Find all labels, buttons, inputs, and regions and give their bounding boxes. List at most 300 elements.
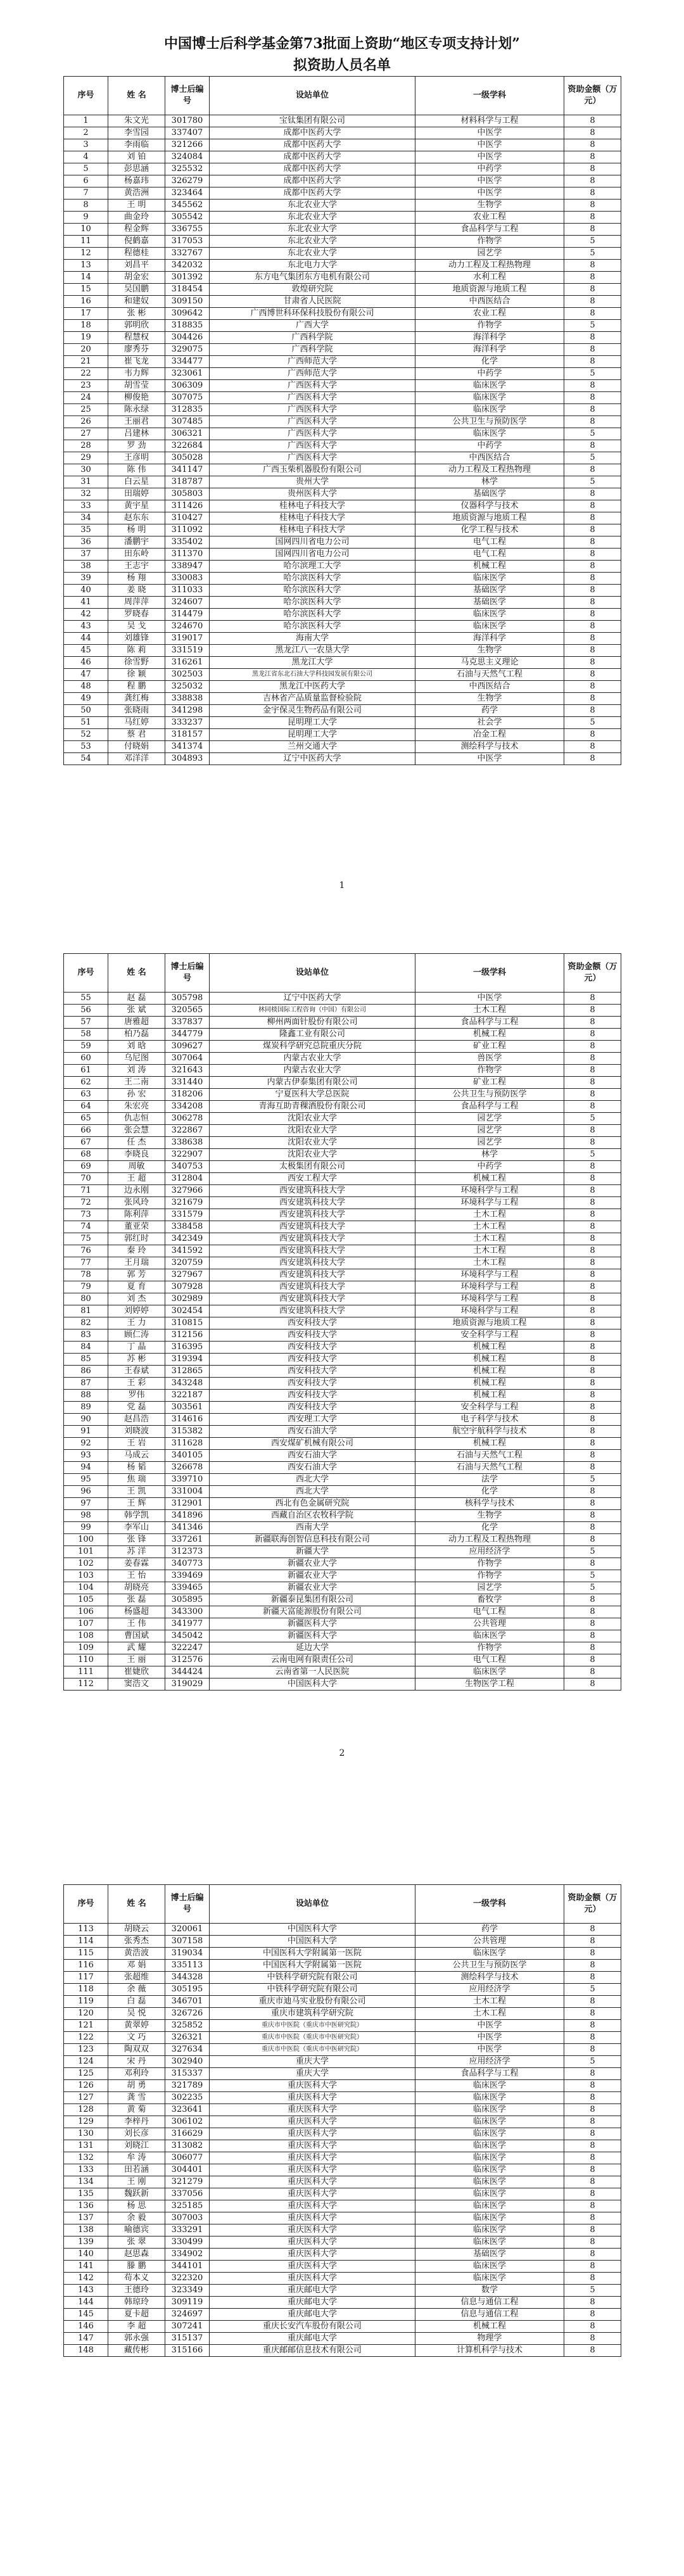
cell-index: 11 xyxy=(64,236,108,248)
cell-postdoc-id: 341896 xyxy=(165,1510,210,1522)
cell-index: 22 xyxy=(64,368,108,380)
table-row xyxy=(64,1678,621,1691)
cell-amount: 8 xyxy=(564,1534,621,1546)
cell-postdoc-id: 340753 xyxy=(165,1161,210,1173)
cell-index: 41 xyxy=(64,597,108,609)
cell-index: 61 xyxy=(64,1065,108,1077)
cell-index: 127 xyxy=(64,2092,108,2104)
cell-amount: 8 xyxy=(564,308,621,320)
cell-postdoc-id: 341298 xyxy=(165,705,210,717)
cell-host-unit: 重庆邮电大学 xyxy=(210,2309,415,2321)
cell-postdoc-id: 305803 xyxy=(165,488,210,500)
cell-index: 105 xyxy=(64,1594,108,1606)
cell-postdoc-id: 339710 xyxy=(165,1474,210,1486)
table-row xyxy=(64,1642,621,1654)
table-row xyxy=(64,705,621,717)
cell-postdoc-id: 320759 xyxy=(165,1257,210,1269)
cell-name: 宋 丹 xyxy=(108,2056,165,2068)
cell-postdoc-id: 316395 xyxy=(165,1342,210,1354)
cell-discipline: 法学 xyxy=(415,1474,564,1486)
cell-postdoc-id: 311092 xyxy=(165,524,210,536)
cell-index: 119 xyxy=(64,1996,108,2008)
cell-host-unit: 辽宁中医药大学 xyxy=(210,993,415,1005)
table-row xyxy=(64,224,621,236)
table-row xyxy=(64,296,621,308)
cell-postdoc-id: 309150 xyxy=(165,296,210,308)
cell-index: 94 xyxy=(64,1462,108,1474)
cell-host-unit: 重庆市迪马实业股份有限公司 xyxy=(210,1996,415,2008)
cell-postdoc-id: 322684 xyxy=(165,440,210,452)
cell-host-unit: 国网四川省电力公司 xyxy=(210,549,415,561)
cell-postdoc-id: 337837 xyxy=(165,1017,210,1029)
cell-discipline: 动力工程及工程热物理 xyxy=(415,260,564,272)
cell-postdoc-id: 322187 xyxy=(165,1390,210,1402)
cell-discipline: 林学 xyxy=(415,1149,564,1161)
cell-name: 徐雪野 xyxy=(108,657,165,669)
cell-host-unit: 新疆农业大学 xyxy=(210,1558,415,1570)
cell-index: 2 xyxy=(64,127,108,139)
cell-amount: 8 xyxy=(564,212,621,224)
table-row xyxy=(64,1558,621,1570)
cell-postdoc-id: 315337 xyxy=(165,2068,210,2080)
cell-name: 黄宇星 xyxy=(108,500,165,512)
cell-index: 24 xyxy=(64,392,108,404)
cell-host-unit: 西安科技大学 xyxy=(210,1390,415,1402)
cell-discipline: 畜牧学 xyxy=(415,1594,564,1606)
cell-host-unit: 重庆市中医院（重庆市中医研究院） xyxy=(210,2044,415,2056)
cell-discipline: 动力工程及工程热物理 xyxy=(415,464,564,476)
cell-discipline: 矿业工程 xyxy=(415,1041,564,1053)
cell-name: 田若涵 xyxy=(108,2164,165,2176)
cell-host-unit: 重庆医科大学 xyxy=(210,2188,415,2200)
cell-discipline: 中医学 xyxy=(415,175,564,187)
table-row xyxy=(64,2092,621,2104)
table-row xyxy=(64,320,621,332)
table-row xyxy=(64,1233,621,1245)
cell-postdoc-id: 312901 xyxy=(165,1498,210,1510)
cell-amount: 8 xyxy=(564,1245,621,1257)
cell-discipline: 应用经济学 xyxy=(415,1546,564,1558)
table-row xyxy=(64,1948,621,1960)
cell-host-unit: 西安科技大学 xyxy=(210,1317,415,1329)
cell-host-unit: 昆明理工大学 xyxy=(210,717,415,729)
table-row xyxy=(64,1149,621,1161)
cell-discipline: 临床医学 xyxy=(415,2200,564,2212)
cell-discipline: 中医学 xyxy=(415,2044,564,2056)
cell-index: 26 xyxy=(64,416,108,428)
cell-amount: 8 xyxy=(564,1510,621,1522)
cell-index: 35 xyxy=(64,524,108,536)
cell-amount: 8 xyxy=(564,272,621,284)
table-row xyxy=(64,1221,621,1233)
cell-index: 131 xyxy=(64,2140,108,2152)
cell-discipline: 作物学 xyxy=(415,1570,564,1582)
cell-postdoc-id: 326279 xyxy=(165,175,210,187)
cell-name: 马红婷 xyxy=(108,717,165,729)
cell-host-unit: 中国医科大学 xyxy=(210,1678,415,1691)
table-row xyxy=(64,2116,621,2128)
cell-name: 王 辉 xyxy=(108,1498,165,1510)
table-row xyxy=(64,127,621,139)
cell-host-unit: 海南大学 xyxy=(210,633,415,645)
cell-host-unit: 广西玉柴机器股份有限公司 xyxy=(210,464,415,476)
cell-amount: 8 xyxy=(564,1017,621,1029)
table-row xyxy=(64,2345,621,2357)
cell-host-unit: 西北大学 xyxy=(210,1486,415,1498)
cell-host-unit: 中国医科大学附属第一医院 xyxy=(210,1960,415,1972)
cell-discipline: 生物医学工程 xyxy=(415,1678,564,1691)
cell-host-unit: 西安建筑科技大学 xyxy=(210,1197,415,1209)
cell-name: 张风玲 xyxy=(108,1197,165,1209)
cell-amount: 8 xyxy=(564,1221,621,1233)
cell-amount: 8 xyxy=(564,1317,621,1329)
table-row xyxy=(64,729,621,741)
cell-host-unit: 重庆医科大学 xyxy=(210,2164,415,2176)
cell-name: 龚 雪 xyxy=(108,2092,165,2104)
roster-table-page-3 xyxy=(63,1884,621,2357)
cell-name: 吴 悦 xyxy=(108,2008,165,2020)
cell-discipline: 临床医学 xyxy=(415,2128,564,2140)
table-row xyxy=(64,500,621,512)
cell-name: 苟本义 xyxy=(108,2273,165,2285)
cell-postdoc-id: 327966 xyxy=(165,1185,210,1197)
cell-discipline: 临床医学 xyxy=(415,2092,564,2104)
table-row xyxy=(64,2237,621,2249)
cell-amount: 8 xyxy=(564,1678,621,1691)
cell-postdoc-id: 326678 xyxy=(165,1462,210,1474)
cell-amount: 5 xyxy=(564,248,621,260)
cell-name: 黄浩洲 xyxy=(108,187,165,200)
cell-host-unit: 宝钛集团有限公司 xyxy=(210,115,415,127)
cell-index: 36 xyxy=(64,536,108,549)
cell-name: 苏 洋 xyxy=(108,1546,165,1558)
cell-index: 100 xyxy=(64,1534,108,1546)
cell-discipline: 机械工程 xyxy=(415,1390,564,1402)
header-discipline: 一级学科 xyxy=(415,1885,564,1924)
cell-name: 牟 涛 xyxy=(108,2152,165,2164)
cell-postdoc-id: 338458 xyxy=(165,1221,210,1233)
cell-discipline: 计算机科学与技术 xyxy=(415,2345,564,2357)
cell-index: 96 xyxy=(64,1486,108,1498)
cell-name: 王志宇 xyxy=(108,561,165,573)
cell-name: 田东岭 xyxy=(108,549,165,561)
cell-host-unit: 重庆大学 xyxy=(210,2056,415,2068)
header-postdoc-id: 博士后编 号 xyxy=(165,77,210,115)
cell-amount: 8 xyxy=(564,1305,621,1317)
cell-host-unit: 中国医科大学 xyxy=(210,1936,415,1948)
cell-index: 29 xyxy=(64,452,108,464)
cell-host-unit: 广西医科大学 xyxy=(210,392,415,404)
cell-index: 90 xyxy=(64,1414,108,1426)
cell-host-unit: 西安科技大学 xyxy=(210,1378,415,1390)
cell-index: 7 xyxy=(64,187,108,200)
table-row xyxy=(64,1486,621,1498)
cell-postdoc-id: 327634 xyxy=(165,2044,210,2056)
cell-postdoc-id: 333291 xyxy=(165,2224,210,2237)
cell-name: 黄浩波 xyxy=(108,1948,165,1960)
cell-name: 李 超 xyxy=(108,2321,165,2333)
cell-postdoc-id: 344779 xyxy=(165,1029,210,1041)
cell-discipline: 测绘科学与技术 xyxy=(415,1972,564,1984)
cell-amount: 8 xyxy=(564,163,621,175)
cell-postdoc-id: 311033 xyxy=(165,585,210,597)
table-row xyxy=(64,380,621,392)
cell-host-unit: 西安科技大学 xyxy=(210,1354,415,1366)
cell-name: 刘 铂 xyxy=(108,151,165,163)
cell-amount: 8 xyxy=(564,1618,621,1630)
cell-amount: 8 xyxy=(564,693,621,705)
cell-index: 72 xyxy=(64,1197,108,1209)
table-row xyxy=(64,2008,621,2020)
cell-discipline: 机械工程 xyxy=(415,561,564,573)
cell-amount: 8 xyxy=(564,1329,621,1342)
cell-host-unit: 重庆医科大学 xyxy=(210,2249,415,2261)
cell-postdoc-id: 323349 xyxy=(165,2285,210,2297)
cell-amount: 8 xyxy=(564,115,621,127)
cell-amount: 8 xyxy=(564,1233,621,1245)
cell-host-unit: 甘肃省人民医院 xyxy=(210,296,415,308)
cell-discipline: 基础医学 xyxy=(415,585,564,597)
cell-discipline: 临床医学 xyxy=(415,609,564,621)
cell-host-unit: 新疆农业大学 xyxy=(210,1570,415,1582)
table-row xyxy=(64,645,621,657)
header-postdoc-id: 博士后编 号 xyxy=(165,1885,210,1924)
cell-discipline: 园艺学 xyxy=(415,1125,564,1137)
cell-postdoc-id: 314479 xyxy=(165,609,210,621)
cell-index: 1 xyxy=(64,115,108,127)
cell-name: 刘 杰 xyxy=(108,1293,165,1305)
cell-discipline: 生物学 xyxy=(415,693,564,705)
cell-discipline: 中医学 xyxy=(415,753,564,765)
cell-discipline: 石油与天然气工程 xyxy=(415,669,564,681)
table-header-row xyxy=(64,77,621,115)
cell-discipline: 安全科学与工程 xyxy=(415,1402,564,1414)
cell-postdoc-id: 306278 xyxy=(165,1113,210,1125)
cell-index: 139 xyxy=(64,2237,108,2249)
cell-amount: 8 xyxy=(564,1257,621,1269)
cell-host-unit: 云南省第一人民医院 xyxy=(210,1666,415,1678)
cell-discipline: 社会学 xyxy=(415,717,564,729)
table-row xyxy=(64,187,621,200)
cell-postdoc-id: 321643 xyxy=(165,1065,210,1077)
cell-index: 64 xyxy=(64,1101,108,1113)
table-row xyxy=(64,1173,621,1185)
cell-name: 胡 勇 xyxy=(108,2080,165,2092)
cell-host-unit: 西安建筑科技大学 xyxy=(210,1269,415,1281)
table-row xyxy=(64,1474,621,1486)
cell-postdoc-id: 306309 xyxy=(165,380,210,392)
cell-name: 朱文光 xyxy=(108,115,165,127)
cell-postdoc-id: 321679 xyxy=(165,1197,210,1209)
cell-index: 32 xyxy=(64,488,108,500)
cell-postdoc-id: 322247 xyxy=(165,1642,210,1654)
cell-name: 马成云 xyxy=(108,1450,165,1462)
cell-discipline: 中西医结合 xyxy=(415,681,564,693)
cell-postdoc-id: 307485 xyxy=(165,416,210,428)
cell-amount: 8 xyxy=(564,260,621,272)
cell-host-unit: 东北农业大学 xyxy=(210,212,415,224)
cell-host-unit: 成都中医药大学 xyxy=(210,187,415,200)
cell-amount: 8 xyxy=(564,512,621,524)
cell-discipline: 临床医学 xyxy=(415,2188,564,2200)
cell-host-unit: 西安建筑科技大学 xyxy=(210,1233,415,1245)
cell-amount: 8 xyxy=(564,1462,621,1474)
cell-name: 魏跃新 xyxy=(108,2188,165,2200)
cell-discipline: 中医学 xyxy=(415,127,564,139)
cell-index: 145 xyxy=(64,2309,108,2321)
cell-index: 143 xyxy=(64,2285,108,2297)
table-row xyxy=(64,741,621,753)
cell-host-unit: 新疆医科大学 xyxy=(210,1630,415,1642)
table-row xyxy=(64,1029,621,1041)
cell-index: 130 xyxy=(64,2128,108,2140)
cell-index: 50 xyxy=(64,705,108,717)
cell-host-unit: 黑龙江八一农垦大学 xyxy=(210,645,415,657)
cell-name: 曹国斌 xyxy=(108,1630,165,1642)
cell-name: 张 锋 xyxy=(108,1534,165,1546)
cell-postdoc-id: 318454 xyxy=(165,284,210,296)
cell-amount: 8 xyxy=(564,1606,621,1618)
cell-amount: 8 xyxy=(564,597,621,609)
cell-discipline: 海洋科学 xyxy=(415,344,564,356)
cell-index: 55 xyxy=(64,993,108,1005)
cell-amount: 8 xyxy=(564,2249,621,2261)
cell-amount: 8 xyxy=(564,1125,621,1137)
cell-index: 34 xyxy=(64,512,108,524)
cell-host-unit: 哈尔滨理工大学 xyxy=(210,561,415,573)
cell-amount: 8 xyxy=(564,416,621,428)
cell-name: 夏卡超 xyxy=(108,2309,165,2321)
cell-amount: 8 xyxy=(564,536,621,549)
table-row xyxy=(64,476,621,488)
cell-discipline: 海洋科学 xyxy=(415,633,564,645)
cell-amount: 8 xyxy=(564,2044,621,2056)
cell-discipline: 基础医学 xyxy=(415,2249,564,2261)
table-row xyxy=(64,2212,621,2224)
roster-table-page-1 xyxy=(63,76,621,765)
cell-amount: 8 xyxy=(564,1005,621,1017)
cell-amount: 8 xyxy=(564,464,621,476)
cell-host-unit: 煤炭科学研究总院重庆分院 xyxy=(210,1041,415,1053)
cell-index: 107 xyxy=(64,1618,108,1630)
cell-postdoc-id: 338838 xyxy=(165,693,210,705)
cell-host-unit: 哈尔滨医科大学 xyxy=(210,609,415,621)
cell-name: 李晓良 xyxy=(108,1149,165,1161)
cell-name: 王 怡 xyxy=(108,1570,165,1582)
table-row xyxy=(64,1996,621,2008)
cell-host-unit: 重庆医科大学 xyxy=(210,2092,415,2104)
cell-postdoc-id: 322320 xyxy=(165,2273,210,2285)
cell-index: 17 xyxy=(64,308,108,320)
cell-postdoc-id: 344328 xyxy=(165,1972,210,1984)
cell-host-unit: 西安理工大学 xyxy=(210,1414,415,1426)
cell-name: 潘鹏宇 xyxy=(108,536,165,549)
cell-host-unit: 西安建筑科技大学 xyxy=(210,1281,415,1293)
table-row xyxy=(64,1269,621,1281)
cell-discipline: 电子科学与技术 xyxy=(415,1414,564,1426)
cell-name: 王 超 xyxy=(108,1173,165,1185)
table-row xyxy=(64,633,621,645)
cell-host-unit: 成都中医药大学 xyxy=(210,139,415,151)
cell-name: 吴国鹏 xyxy=(108,284,165,296)
cell-amount: 8 xyxy=(564,561,621,573)
cell-index: 85 xyxy=(64,1354,108,1366)
cell-amount: 8 xyxy=(564,753,621,765)
table-row xyxy=(64,2333,621,2345)
cell-amount: 8 xyxy=(564,1366,621,1378)
cell-postdoc-id: 335113 xyxy=(165,1960,210,1972)
cell-amount: 5 xyxy=(564,236,621,248)
cell-amount: 8 xyxy=(564,175,621,187)
cell-index: 86 xyxy=(64,1366,108,1378)
cell-index: 27 xyxy=(64,428,108,440)
table-row xyxy=(64,1317,621,1329)
cell-discipline: 临床医学 xyxy=(415,2176,564,2188)
cell-postdoc-id: 320061 xyxy=(165,1924,210,1936)
header-amount: 资助金额（万元） xyxy=(564,77,621,115)
cell-index: 65 xyxy=(64,1113,108,1125)
cell-host-unit: 广西师范大学 xyxy=(210,356,415,368)
cell-postdoc-id: 326726 xyxy=(165,2008,210,2020)
cell-postdoc-id: 313082 xyxy=(165,2140,210,2152)
cell-index: 59 xyxy=(64,1041,108,1053)
cell-postdoc-id: 334902 xyxy=(165,2249,210,2261)
cell-amount: 8 xyxy=(564,1522,621,1534)
cell-host-unit: 重庆医科大学 xyxy=(210,2152,415,2164)
cell-amount: 8 xyxy=(564,2032,621,2044)
cell-host-unit: 东方电气集团东方电机有限公司 xyxy=(210,272,415,284)
cell-index: 108 xyxy=(64,1630,108,1642)
cell-host-unit: 西南大学 xyxy=(210,1522,415,1534)
cell-name: 乌尼图 xyxy=(108,1053,165,1065)
cell-host-unit: 中铁科学研究院有限公司 xyxy=(210,1984,415,1996)
cell-host-unit: 沈阳农业大学 xyxy=(210,1149,415,1161)
cell-name: 党 磊 xyxy=(108,1402,165,1414)
cell-name: 程慧权 xyxy=(108,332,165,344)
cell-host-unit: 隆鑫工业有限公司 xyxy=(210,1029,415,1041)
cell-amount: 8 xyxy=(564,621,621,633)
cell-index: 23 xyxy=(64,380,108,392)
cell-postdoc-id: 302989 xyxy=(165,1293,210,1305)
cell-host-unit: 广西科学院 xyxy=(210,344,415,356)
cell-amount: 8 xyxy=(564,705,621,717)
cell-name: 赵思森 xyxy=(108,2249,165,2261)
cell-postdoc-id: 337261 xyxy=(165,1534,210,1546)
cell-postdoc-id: 325532 xyxy=(165,163,210,175)
cell-amount: 5 xyxy=(564,452,621,464)
cell-amount: 8 xyxy=(564,1960,621,1972)
cell-discipline: 仪器科学与技术 xyxy=(415,500,564,512)
cell-amount: 8 xyxy=(564,645,621,657)
cell-discipline: 化学 xyxy=(415,1522,564,1534)
cell-discipline: 测绘科学与技术 xyxy=(415,741,564,753)
cell-amount: 8 xyxy=(564,404,621,416)
cell-index: 57 xyxy=(64,1017,108,1029)
cell-name: 白云星 xyxy=(108,476,165,488)
cell-name: 邓洋洋 xyxy=(108,753,165,765)
cell-host-unit: 内蒙古农业大学 xyxy=(210,1053,415,1065)
cell-index: 74 xyxy=(64,1221,108,1233)
header-index: 序号 xyxy=(64,1885,108,1924)
cell-name: 王 丽 xyxy=(108,1654,165,1666)
cell-discipline: 临床医学 xyxy=(415,2237,564,2249)
cell-postdoc-id: 309642 xyxy=(165,308,210,320)
cell-name: 刘长彦 xyxy=(108,2128,165,2140)
cell-host-unit: 重庆医科大学 xyxy=(210,2237,415,2249)
cell-host-unit: 西安科技大学 xyxy=(210,1329,415,1342)
cell-amount: 8 xyxy=(564,2200,621,2212)
cell-name: 文 巧 xyxy=(108,2032,165,2044)
